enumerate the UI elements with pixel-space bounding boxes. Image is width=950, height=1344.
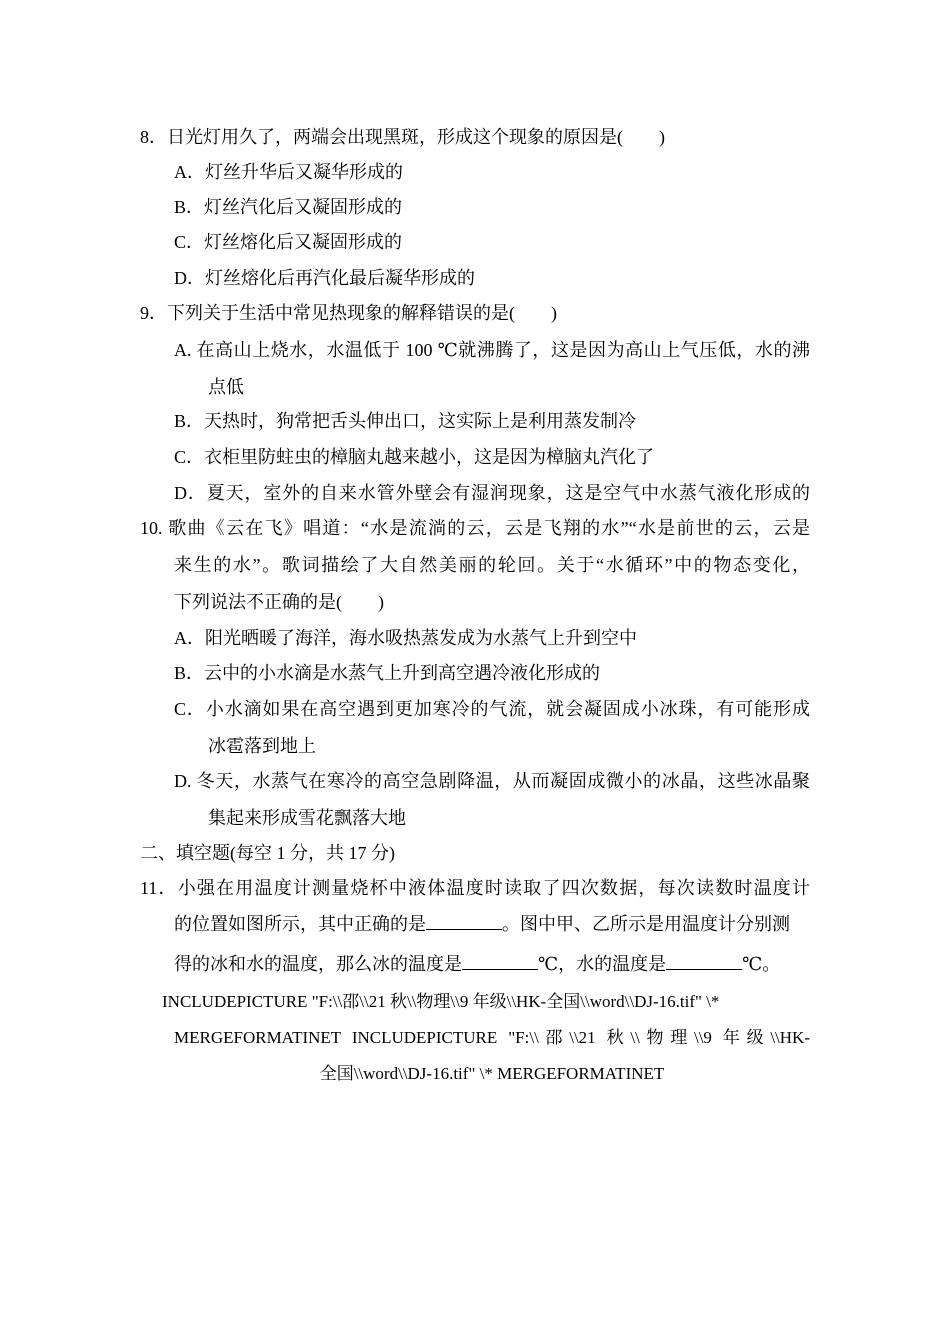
q11-text-b: 。图中甲、乙所示是用温度计分别测 [502,914,790,934]
q11-text-e: ℃。 [742,954,781,974]
q11-blank-1[interactable] [426,913,502,930]
q10-option-d-line1: D. 冬天，水蒸气在寒冷的高空急剧降温，从而凝固成微小的冰晶，这些冰晶聚 [174,771,810,791]
q10-option-c-line1: C．小水滴如果在高空遇到更加寒冷的气流，就会凝固成小冰珠，有可能形成 [174,699,810,719]
q9-option-d: D．夏天，室外的自来水管外壁会有湿润现象，这是空气中水蒸气液化形成的 [174,483,810,503]
q9-option-a-line2: 点低 [208,377,244,397]
q11-text-c: 得的冰和水的温度，那么冰的温度是 [174,954,462,974]
field-code-line1: INCLUDEPICTURE "F:\\邵\\21 秋\\物理\\9 年级\\HK-全国\\word\\DJ-16.tif" \* [162,992,720,1011]
q9-option-c: C．衣柜里防蛀虫的樟脑丸越来越小，这是因为樟脑丸汽化了 [174,447,655,467]
section-heading: 二、填空题(每空 1 分，共 17 分) [140,843,395,863]
q8-option-a: A．灯丝升华后又凝华形成的 [174,162,403,182]
q10-option-b: B．云中的小水滴是水蒸气上升到高空遇冷液化形成的 [174,663,601,683]
q9-option-a-line1: A. 在高山上烧水，水温低于 100 ℃就沸腾了，这是因为高山上气压低，水的沸 [174,340,810,360]
q8-option-b: B．灯丝汽化后又凝固形成的 [174,197,403,217]
q8-stem: 8．日光灯用久了，两端会出现黑斑，形成这个现象的原因是( ) [140,127,665,147]
q10-stem-line1: 10. 歌曲《云在飞》唱道：“水是流淌的云，云是飞翔的水”“水是前世的云，云是 [140,518,810,538]
q11-stem-line1: 11．小强在用温度计测量烧杯中液体温度时读取了四次数据，每次读数时温度计 [140,878,810,898]
q11-text-d: ℃，水的温度是 [538,954,667,974]
q9-stem: 9．下列关于生活中常见热现象的解释错误的是( ) [140,303,557,323]
q8-option-c: C．灯丝熔化后又凝固形成的 [174,232,403,252]
q10-option-c-line2: 冰雹落到地上 [208,736,316,756]
q9-option-b: B．天热时，狗常把舌头伸出口，这实际上是利用蒸发制冷 [174,411,637,431]
q10-option-d-line2: 集起来形成雪花飘落大地 [208,808,406,828]
q10-stem-line2: 来生的水”。歌词描绘了大自然美丽的轮回。关于“水循环”中的物态变化， [174,555,810,575]
q11-text-a: 的位置如图所示，其中正确的是 [174,914,426,934]
q10-stem-line3: 下列说法不正确的是( ) [174,592,384,612]
q8-option-d: D．灯丝熔化后再汽化最后凝华形成的 [174,268,475,288]
field-code-line3: 全国\\word\\DJ-16.tif" \* MERGEFORMATINET [319,1064,665,1083]
q10-option-a: A．阳光晒暖了海洋，海水吸热蒸发成为水蒸气上升到空中 [174,628,637,648]
q11-stem-line3 [174,953,780,975]
field-code-line2: MERGEFORMATINET INCLUDEPICTURE "F:\\邵\\21 秋\\物理\\9 年级\\HK- [174,1028,810,1047]
q11-stem-line2 [174,913,790,935]
q11-blank-3[interactable] [666,953,742,970]
q11-blank-2[interactable] [462,953,538,970]
